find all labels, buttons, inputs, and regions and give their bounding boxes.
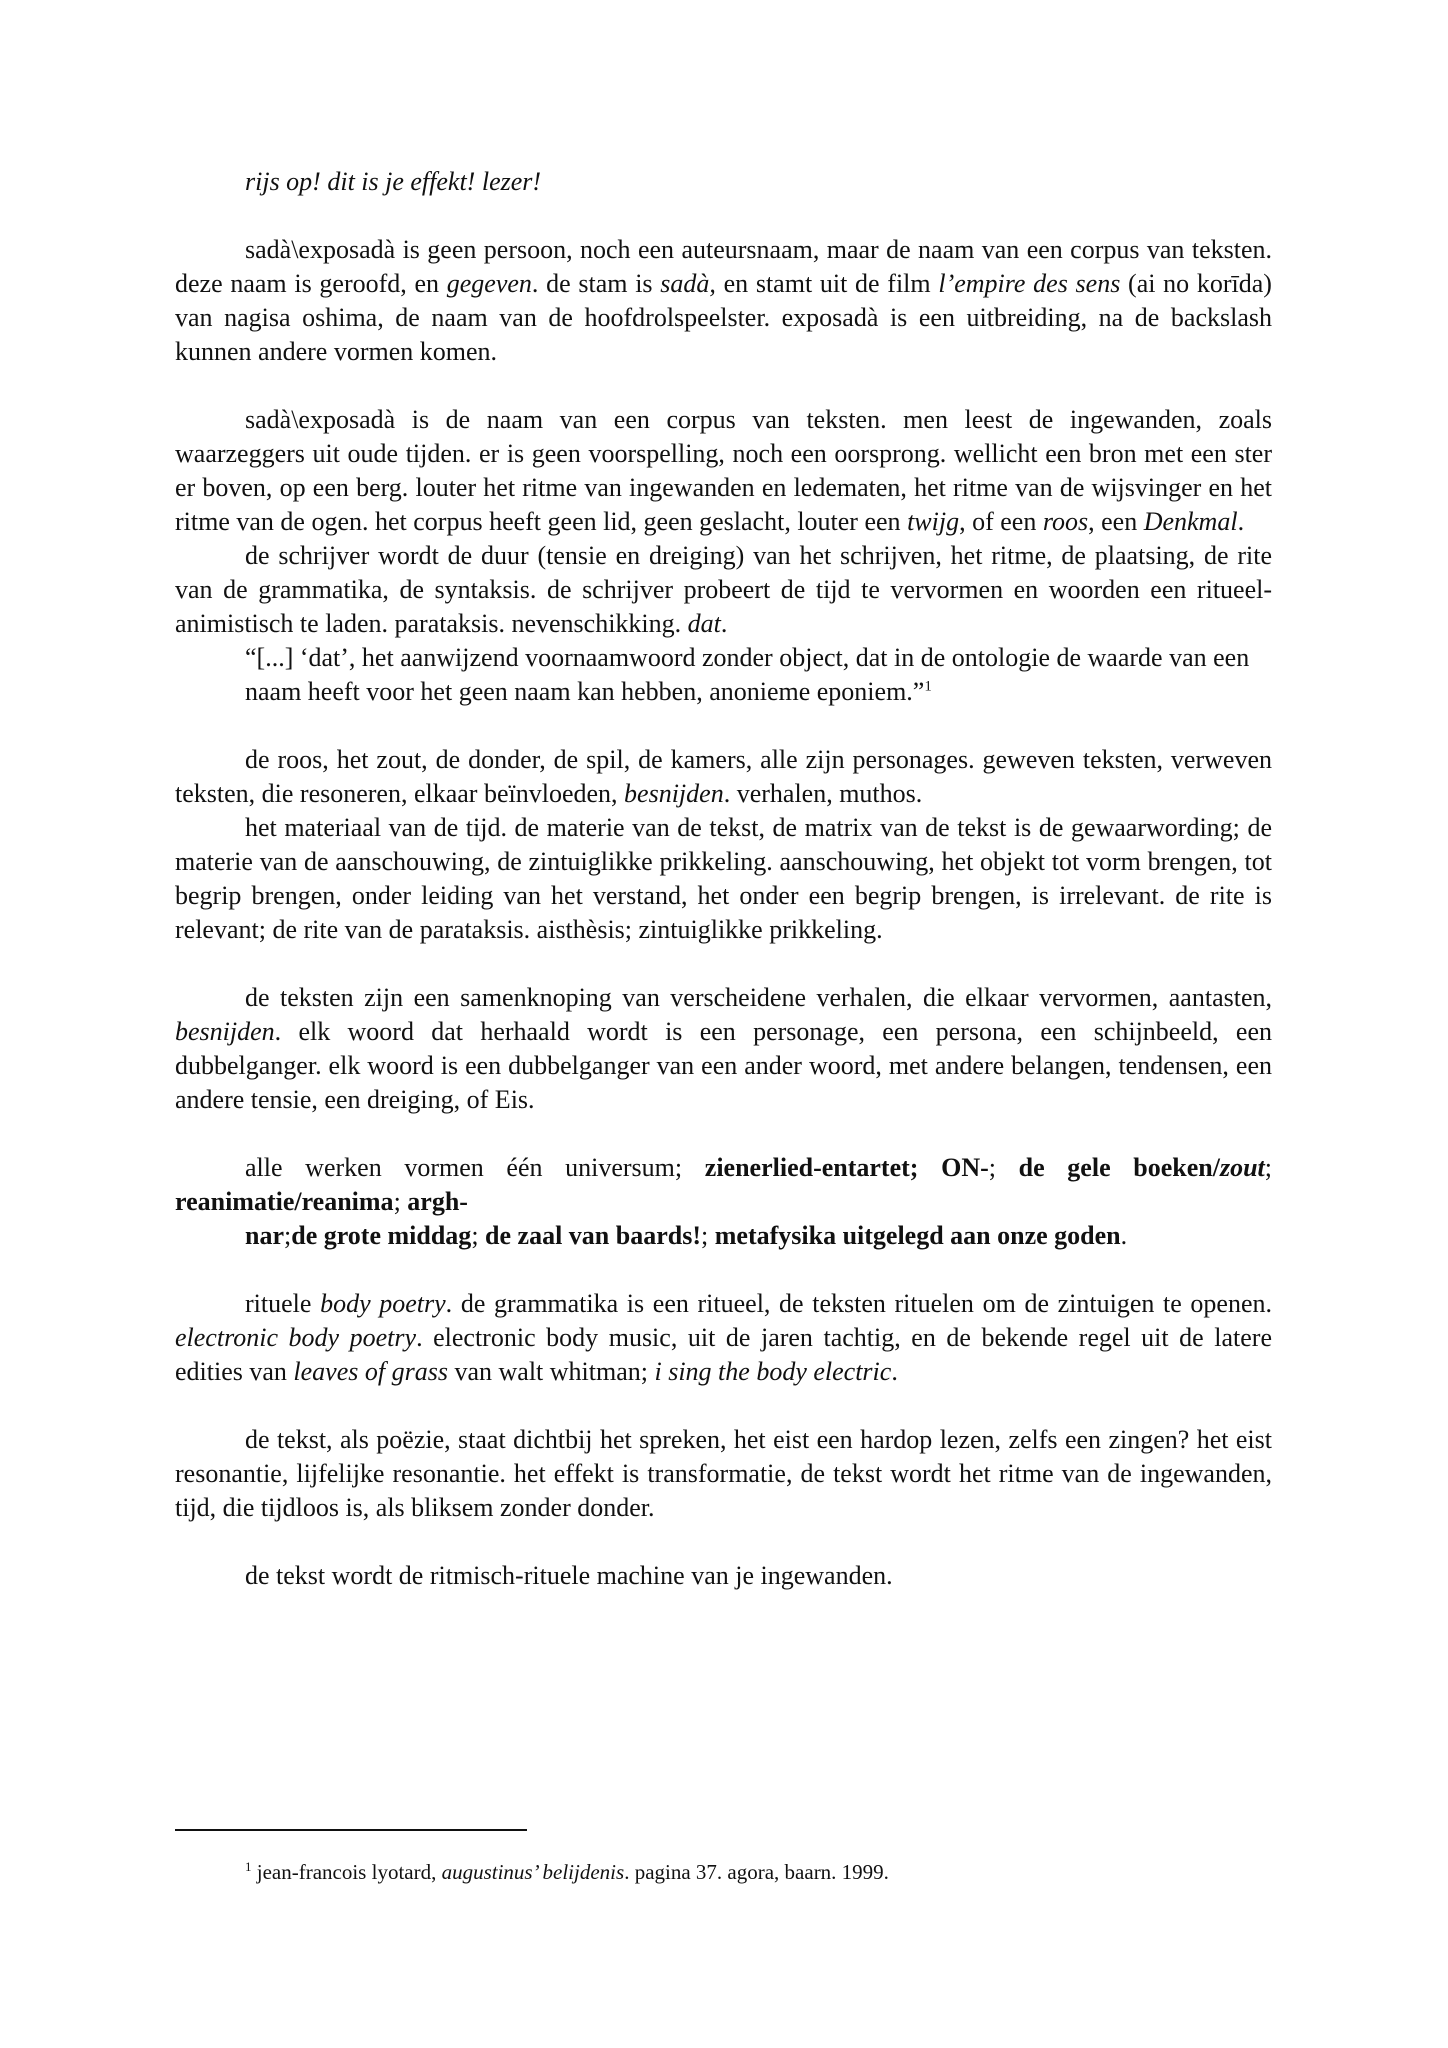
work-title: reanimatie/reanima	[175, 1187, 394, 1216]
italic-span: gegeven	[446, 269, 532, 298]
separator: ;	[1264, 1153, 1272, 1182]
text-span: en stamt uit de film	[715, 269, 939, 298]
italic-span: i sing the body electric	[654, 1357, 892, 1386]
italic-span: roos	[1042, 507, 1089, 536]
text-span: .	[891, 1357, 898, 1386]
italic-span: leaves of grass	[293, 1357, 448, 1386]
paragraph-3	[175, 539, 1272, 641]
text-span: sadà\exposadà is de naam van een corpus van teksten. men leest de ingewanden, zoals waarzeggers uit oude tijden. er is geen voorspelling, noch een oorsprong. wellicht een bron met een ster er boven, op een berg. louter het ritme van ingewanden en ledematen, het ritme van de wijsvinger en het ritme van de ogen. het corpus heeft geen lid, geen geslacht, louter een	[175, 405, 1272, 536]
footnote-number: 1	[245, 1859, 252, 1874]
italic-span: electronic body poetry	[175, 1323, 417, 1352]
italic-span: besnijden	[624, 779, 724, 808]
text-span: . de stam is	[531, 269, 661, 298]
footnote-marker[interactable]: 1	[924, 678, 932, 695]
separator: ;	[988, 1153, 1019, 1182]
text-span: van walt whitman;	[447, 1357, 655, 1386]
text-span: .	[1237, 507, 1245, 536]
text-span: . verhalen, muthos.	[723, 779, 923, 808]
work-title: argh-	[407, 1187, 468, 1216]
text-span: de roos, het zout, de donder, de spil, de kamers, alle zijn personages. geweven teksten, verweven teksten, die resoneren, elkaar beïnvloeden,	[175, 745, 1272, 808]
quote-text: “[...] ‘dat’, het aanwijzend voornaamwoord zonder object, dat in de ontologie de waarde van een naam heeft voor het geen naam kan hebben, anonieme eponiem.”	[245, 643, 1250, 706]
italic-span: besnijden	[175, 1017, 275, 1046]
italic-span: twijg	[907, 507, 960, 536]
separator: ;	[393, 1187, 408, 1216]
footnote-title: augustinus’ belijdenis	[441, 1860, 625, 1884]
text-span: , een	[1088, 507, 1144, 536]
paragraph-7-line-2	[175, 1185, 1272, 1219]
work-title: ON-	[941, 1153, 989, 1182]
work-title: de gele boeken/	[1018, 1153, 1220, 1182]
italic-span: Denkmal	[1143, 507, 1238, 536]
footnote-separator	[175, 1829, 527, 1831]
body-text	[175, 165, 1272, 1593]
work-title: de grote middag	[291, 1221, 472, 1250]
work-title: zienerlied-entartet	[704, 1153, 910, 1182]
paragraph-8	[175, 1287, 1272, 1389]
paragraph-10: de tekst wordt de ritmisch-rituele machine van je ingewanden.	[245, 1561, 893, 1590]
work-title: nar	[245, 1221, 284, 1250]
separator: ;	[284, 1221, 292, 1250]
paragraph-6	[175, 981, 1272, 1117]
separator: ;	[909, 1153, 942, 1182]
text-span: , of een	[959, 507, 1043, 536]
text-span: .	[720, 609, 728, 638]
text-span: de teksten zijn een samenknoping van verscheidene verhalen, die elkaar vervormen, aantasten,	[245, 983, 1272, 1012]
separator: ;	[701, 1221, 715, 1250]
italic-span: l’empire des sens	[938, 269, 1121, 298]
text-span: alle werken vormen één universum;	[245, 1153, 705, 1182]
separator: ;	[471, 1221, 486, 1250]
work-title: de zaal van baards!	[485, 1221, 702, 1250]
italic-span: body poetry	[320, 1289, 446, 1318]
text-span: . electronic body music, uit de jaren tachtig, en de bekende regel uit de latere edities van	[175, 1323, 1272, 1386]
footnote-text: jean-francois lyotard,	[256, 1860, 442, 1884]
paragraph-4	[175, 743, 1272, 811]
paragraph-5: het materiaal van de tijd. de materie van de tekst, de matrix van de tekst is de gewaarwording; de materie van de aanschouwing, de zintuiglikke prikkeling. aanschouwing, het objekt tot vorm brengen, tot begrip brengen, onder leiding van het verstand, het onder een begrip brengen, is irrelevant. de rite is relevant; de rite van de parataksis. aisthèsis; zintuiglikke prikkeling.	[175, 813, 1272, 944]
italic-span: dat	[687, 609, 721, 638]
footnote-text: . pagina 37. agora, baarn. 1999.	[624, 1860, 889, 1884]
block-quote	[175, 641, 1272, 709]
intro-italic: rijs op! dit is je effekt! lezer!	[245, 167, 542, 196]
work-title: metafysika uitgelegd aan onze goden	[714, 1221, 1121, 1250]
footnote	[245, 1858, 1265, 1886]
paragraph-7	[175, 1151, 1272, 1185]
italic-span: sadà,	[660, 269, 716, 298]
text-span: (ai no korīda) van nagisa oshima, de naam van de hoofdrolspeelster. exposadà is een uitbreiding, na de backslash kunnen andere vormen komen.	[175, 269, 1272, 366]
separator: .	[1120, 1221, 1128, 1250]
paragraph-1	[175, 233, 1272, 369]
text-span: . de grammatika is een ritueel, de teksten rituelen om de zintuigen te openen.	[445, 1289, 1272, 1318]
paragraph-9: de tekst, als poëzie, staat dichtbij het spreken, het eist een hardop lezen, zelfs een zingen? het eist resonantie, lijfelijke resonantie. het effekt is transformatie, de tekst wordt het ritme van de ingewanden, tijd, die tijdloos is, als bliksem zonder donder.	[175, 1425, 1272, 1522]
paragraph-2	[175, 403, 1272, 539]
text-span: rituele	[245, 1289, 321, 1318]
text-span: sadà\exposadà is geen persoon, noch een auteursnaam, maar de naam van een corpus van teksten. deze naam is geroofd, en	[175, 235, 1272, 298]
work-title-italic: zout	[1219, 1153, 1265, 1182]
text-span: . elk woord dat herhaald wordt is een personage, een persona, een schijnbeeld, een dubbelganger. elk woord is een dubbelganger van een ander woord, met andere belangen, tendensen, een andere tensie, een dreiging, of Eis.	[175, 1017, 1272, 1114]
text-span: de schrijver wordt de duur (tensie en dreiging) van het schrijven, het ritme, de plaatsing, de rite van de grammatika, de syntaksis. de schrijver probeert de tijd te vervormen en woorden een ritueel-animistisch te laden. parataksis. nevenschikking.	[175, 541, 1272, 638]
intro-line	[175, 165, 1272, 199]
paragraph-7-line-3	[175, 1219, 1272, 1253]
